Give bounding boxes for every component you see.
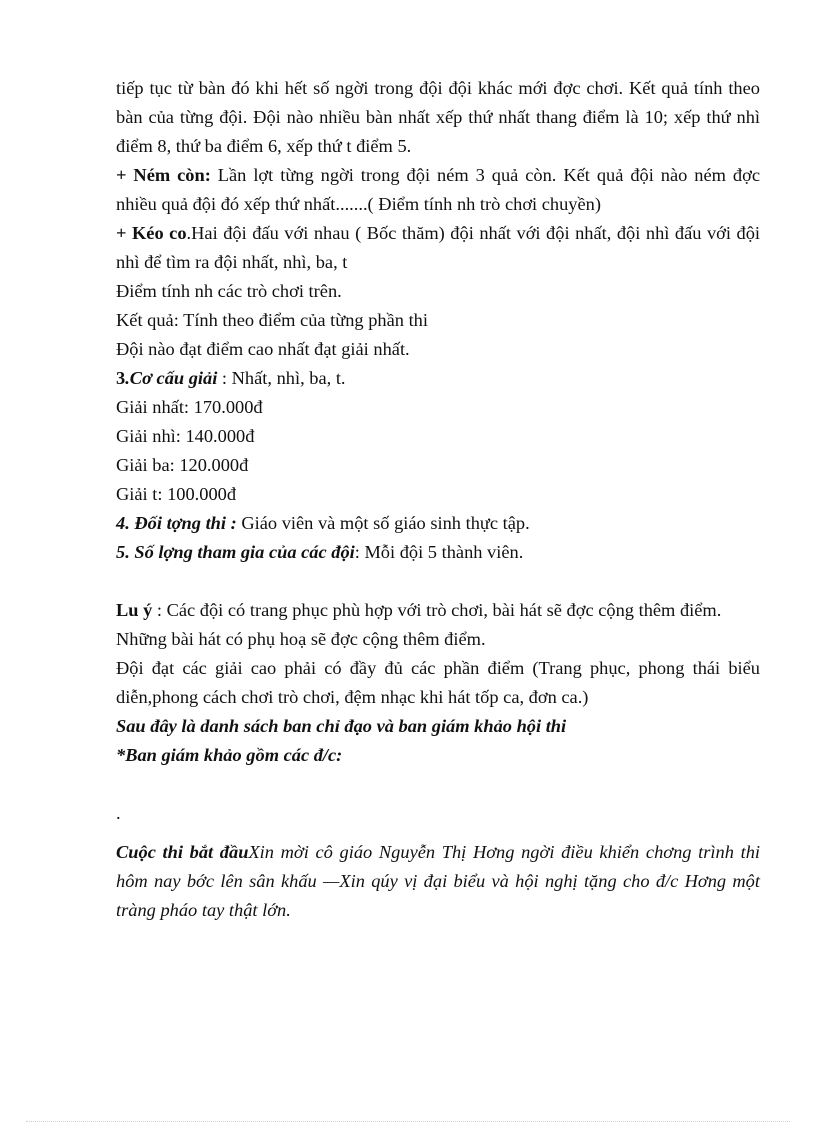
- doi-tuong-label: 4. Đối tợng thi :: [116, 513, 237, 533]
- page-bottom-divider: [26, 1121, 790, 1122]
- blank-line-3: [116, 828, 760, 838]
- paragraph-ban-rules: tiếp tục từ bàn đó khi hết số ngời trong đội đội khác mới đợc chơi. Kết quả tính theo bàn của từng đội. Đội nào nhiều bàn nhất xếp thứ nhất thang điểm là 10; xếp thứ nhì điểm 8, thứ ba điểm 6, xếp thứ t điểm 5.: [116, 78, 760, 156]
- paragraph-nem-con: [116, 161, 760, 219]
- heading-ban-giam-khao: *Ban giám khảo gồm các đ/c:: [116, 745, 343, 765]
- prize-first: Giải nhất: 170.000đ: [116, 397, 263, 417]
- line-nhung-bai-hat: Những bài hát có phụ hoạ sẽ đợc cộng thêm điểm.: [116, 629, 486, 649]
- paragraph-cuoc-thi: [116, 838, 760, 925]
- paragraph-keo-co: [116, 219, 760, 277]
- document-body: [116, 74, 760, 925]
- heading-doi-tuong: [116, 509, 760, 538]
- keo-co-text: .Hai đội đấu với nhau ( Bốc thăm) đội nhất với đội nhất, đội nhì đấu với đội nhì để tìm ra đội nhất, nhì, ba, t: [116, 223, 761, 272]
- paragraph-doi-dat: Đội đạt các giải cao phải có đầy đủ các phần điểm (Trang phục, phong thái biểu diễn,phong cách chơi trò chơi, đệm nhạc khi hát tốp ca, đơn ca.): [116, 658, 760, 707]
- line-ket-qua: Kết quả: Tính theo điểm của từng phần thi: [116, 310, 428, 330]
- so-luong-text: : Mỗi đội 5 thành viên.: [354, 542, 524, 562]
- so-luong-label: 5. Số lợng tham gia của các đội: [116, 542, 355, 562]
- heading-so-luong: [116, 538, 760, 567]
- paragraph-luu-y: [116, 596, 760, 625]
- keo-co-label: + Kéo co: [116, 223, 187, 243]
- co-cau-label: .Cơ cấu giải: [125, 368, 218, 388]
- blank-line: [116, 567, 760, 596]
- nem-con-text: Lần lợt từng ngời trong đội ném 3 quả còn. Kết quả đội nào ném đợc nhiều quả đội đó xếp thứ nhất.......( Điểm tính nh trò chơi chuyền): [116, 165, 760, 214]
- line-doi-nao: Đội nào đạt điểm cao nhất đạt giải nhất.: [116, 339, 410, 359]
- cuoc-thi-label: Cuộc thi bắt đầu: [116, 842, 249, 862]
- co-cau-text: : Nhất, nhì, ba, t.: [217, 368, 346, 388]
- placeholder-dot: .: [116, 803, 121, 823]
- prize-fourth: Giải t: 100.000đ: [116, 484, 237, 504]
- doi-tuong-text: Giáo viên và một số giáo sinh thực tập.: [236, 513, 530, 533]
- cuoc-thi-text: Xin mời cô giáo Nguyễn Thị Hơng ngời điều khiển chơng trình thi hôm nay bớc lên sân khấu —Xin qúy vị đại biểu và hội nghị tặng cho đ/c Hơng một tràng pháo tay thật lớn.: [116, 842, 761, 920]
- nem-con-label: + Ném còn:: [116, 165, 211, 185]
- line-diem-tinh: Điểm tính nh các trò chơi trên.: [116, 281, 342, 301]
- blank-line-2: [116, 770, 760, 799]
- heading-co-cau-giai: [116, 364, 760, 393]
- prize-third: Giải ba: 120.000đ: [116, 455, 249, 475]
- heading-danh-sach: Sau đây là danh sách ban chỉ đạo và ban giám khảo hội thi: [116, 716, 567, 736]
- co-cau-number: 3: [116, 368, 126, 388]
- luu-y-label: Lu ý: [116, 600, 153, 620]
- prize-second: Giải nhì: 140.000đ: [116, 426, 255, 446]
- luu-y-text: : Các đội có trang phục phù hợp với trò chơi, bài hát sẽ đợc cộng thêm điểm.: [152, 600, 722, 620]
